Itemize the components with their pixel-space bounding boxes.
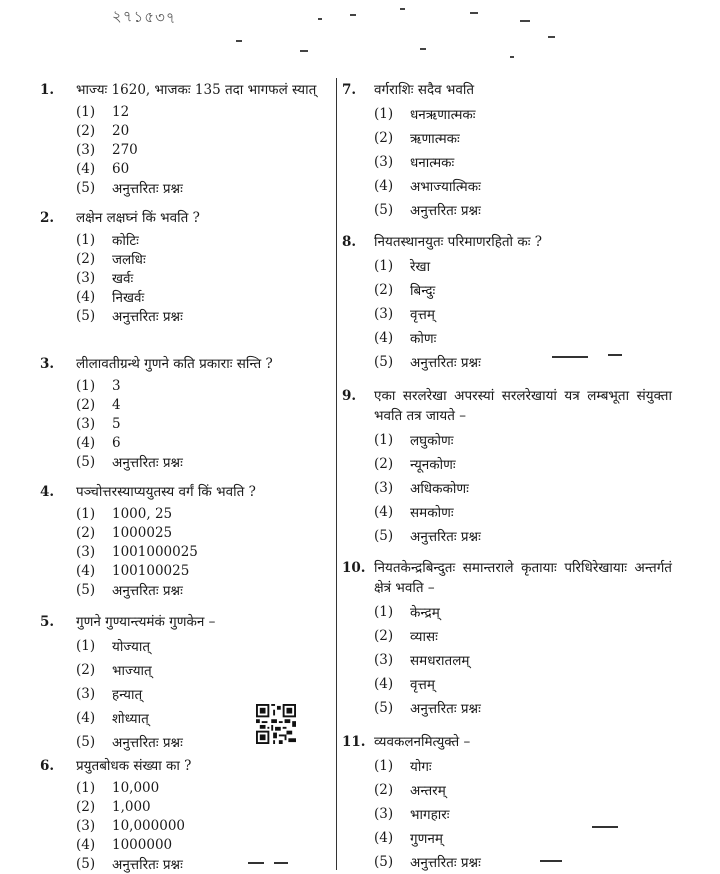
scan-speck: [520, 20, 530, 22]
option-5[interactable]: (5) अनुत्तरितः प्रश्नः: [76, 307, 183, 325]
scan-speck: [350, 14, 356, 16]
option-3[interactable]: (3) हन्यात्: [76, 686, 143, 703]
scan-mark: [248, 862, 264, 864]
option-4[interactable]: (4) गुणनम्: [374, 830, 443, 847]
question-text: नियतकेन्द्रबिन्दुतः समान्तराले कृतायाः परिधिरेखायाः अन्तर्गतं क्षेत्रं भवति –: [374, 560, 672, 596]
option-1[interactable]: (1) 10,000: [76, 779, 160, 796]
option-2[interactable]: (2) भाज्यात्: [76, 662, 152, 679]
option-1[interactable]: (1) 12: [76, 103, 130, 120]
question-number: 4.: [40, 484, 55, 500]
question-text: वर्गराशिः सदैव भवति: [374, 82, 475, 98]
option-5[interactable]: (5) अनुत्तरितः प्रश्नः: [76, 855, 183, 873]
scan-speck: [318, 18, 322, 20]
option-3[interactable]: (3) 10,000000: [76, 817, 186, 834]
option-1[interactable]: (1) योज्यात्: [76, 638, 151, 655]
option-5[interactable]: (5) अनुत्तरितः प्रश्नः: [76, 581, 183, 599]
scan-speck: [470, 12, 478, 14]
option-2[interactable]: (2) 4: [76, 396, 121, 413]
qr-code-icon: [256, 704, 296, 744]
option-5[interactable]: (5) अनुत्तरितः प्रश्नः: [374, 854, 481, 871]
question-8: [342, 232, 672, 374]
options-list: [76, 230, 330, 325]
option-2[interactable]: (2) 1000025: [76, 524, 173, 541]
option-2[interactable]: (2) न्यूनकोणः: [374, 456, 456, 473]
question-3: [40, 354, 330, 471]
question-text: नियतस्थानयुतः परिमाणरहितो कः ?: [374, 234, 542, 250]
scan-speck: [548, 36, 555, 38]
option-5[interactable]: (5) अनुत्तरितः प्रश्नः: [374, 354, 481, 371]
option-5[interactable]: (5) अनुत्तरितः प्रश्नः: [374, 528, 481, 545]
question-7: [342, 80, 672, 222]
option-5[interactable]: (5) अनुत्तरितः प्रश्नः: [76, 734, 183, 751]
question-number: 3.: [40, 356, 55, 372]
option-2[interactable]: (2) अन्तरम्: [374, 782, 446, 799]
question-number: 5.: [40, 614, 55, 630]
option-1[interactable]: (1) रेखा: [374, 258, 431, 275]
option-5[interactable]: (5) अनुत्तरितः प्रश्नः: [374, 700, 481, 717]
question-text: पञ्चोत्तरस्याप्ययुतस्य वर्गं किं भवति ?: [76, 484, 256, 500]
option-4[interactable]: (4) 6: [76, 434, 121, 451]
scan-mark: [608, 354, 622, 356]
question-9: [342, 386, 672, 548]
option-2[interactable]: (2) 20: [76, 122, 130, 139]
question-number: 10.: [342, 560, 366, 576]
scan-mark: [592, 826, 618, 828]
option-1[interactable]: (1) धनऋणात्मकः: [374, 106, 476, 123]
option-3[interactable]: (3) 5: [76, 415, 121, 432]
option-5[interactable]: (5) अनुत्तरितः प्रश्नः: [76, 179, 183, 197]
options-list: [374, 254, 672, 374]
question-text: प्रयुतबोधक संख्या का ?: [76, 758, 192, 774]
scan-speck: [300, 50, 308, 52]
scan-mark: [540, 860, 562, 862]
option-4[interactable]: (4) 100100025: [76, 562, 190, 579]
options-list: [76, 504, 330, 599]
option-3[interactable]: (3) 270: [76, 141, 138, 158]
question-text: एका सरलरेखा अपरस्यां सरलरेखायां यत्र लम्बभूता संयुक्ता भवति तत्र जायते –: [374, 388, 672, 424]
options-list: [374, 102, 672, 222]
option-5[interactable]: (5) अनुत्तरितः प्रश्नः: [76, 453, 183, 471]
question-text: लक्षेन लक्षघ्नं किं भवति ?: [76, 210, 200, 226]
question-1: [40, 80, 330, 197]
question-text: व्यवकलनमित्युक्ते –: [374, 734, 471, 750]
scan-mark: [552, 356, 588, 358]
option-2[interactable]: (2) जलधिः: [76, 250, 146, 268]
scan-mark: [274, 862, 288, 864]
scan-speck: [400, 8, 405, 10]
option-1[interactable]: (1) केन्द्रम्: [374, 604, 440, 621]
option-4[interactable]: (4) वृत्तम्: [374, 676, 435, 693]
question-number: 9.: [342, 388, 357, 404]
options-list: [374, 600, 672, 720]
option-4[interactable]: (4) कोणः: [374, 330, 437, 347]
option-1[interactable]: (1) कोटिः: [76, 231, 139, 249]
option-3[interactable]: (3) खर्वः: [76, 269, 134, 287]
option-3[interactable]: (3) समधरातलम्: [374, 652, 470, 669]
question-10: [342, 558, 672, 720]
option-3[interactable]: (3) धनात्मकः: [374, 154, 455, 171]
options-list: [374, 428, 672, 548]
options-list: [76, 778, 330, 873]
option-1[interactable]: (1) 3: [76, 377, 121, 394]
scan-speck: [420, 48, 426, 50]
column-divider: [336, 78, 337, 870]
question-number: 11.: [342, 734, 366, 750]
question-6: [40, 756, 330, 873]
option-2[interactable]: (2) ऋणात्मकः: [374, 130, 460, 147]
question-number: 8.: [342, 234, 357, 250]
option-4[interactable]: (4) अभाज्यात्मिकः: [374, 178, 481, 195]
option-4[interactable]: (4) 60: [76, 160, 130, 177]
option-2[interactable]: (2) 1,000: [76, 798, 151, 815]
option-4[interactable]: (4) 1000000: [76, 836, 173, 853]
options-list: [76, 102, 330, 197]
option-3[interactable]: (3) 1001000025: [76, 543, 198, 560]
question-number: 6.: [40, 758, 55, 774]
question-4: [40, 482, 330, 599]
options-list: [76, 376, 330, 471]
options-list: [374, 754, 672, 874]
option-3[interactable]: (3) अधिककोणः: [374, 480, 469, 497]
option-3[interactable]: (3) भागहारः: [374, 806, 450, 823]
question-number: 2.: [40, 210, 55, 226]
scan-speck: [510, 56, 514, 58]
option-1[interactable]: (1) 1000, 25: [76, 505, 173, 522]
option-2[interactable]: (2) बिन्दुः: [374, 282, 436, 299]
option-4[interactable]: (4) समकोणः: [374, 504, 454, 521]
option-4[interactable]: (4) शोध्यात्: [76, 710, 149, 727]
question-text: गुणने गुण्यान्त्यमंकं गुणकेन –: [76, 614, 216, 630]
question-11: [342, 732, 672, 874]
question-text: लीलावतीग्रन्थे गुणने कति प्रकाराः सन्ति ?: [76, 356, 273, 372]
option-3[interactable]: (3) वृत्तम्: [374, 306, 435, 323]
handwritten-scribble: ২৭১৫৩৭: [111, 6, 177, 28]
option-4[interactable]: (4) निखर्वः: [76, 288, 145, 306]
option-5[interactable]: (5) अनुत्तरितः प्रश्नः: [374, 202, 481, 219]
question-number: 7.: [342, 82, 357, 98]
question-2: [40, 208, 330, 325]
option-1[interactable]: (1) योगः: [374, 758, 432, 775]
question-number: 1.: [40, 82, 55, 98]
option-1[interactable]: (1) लघुकोणः: [374, 432, 454, 449]
question-text: भाज्यः 1620, भाजकः 135 तदा भागफलं स्यात्: [76, 82, 317, 98]
option-2[interactable]: (2) व्यासः: [374, 628, 438, 645]
scan-speck: [236, 40, 242, 42]
